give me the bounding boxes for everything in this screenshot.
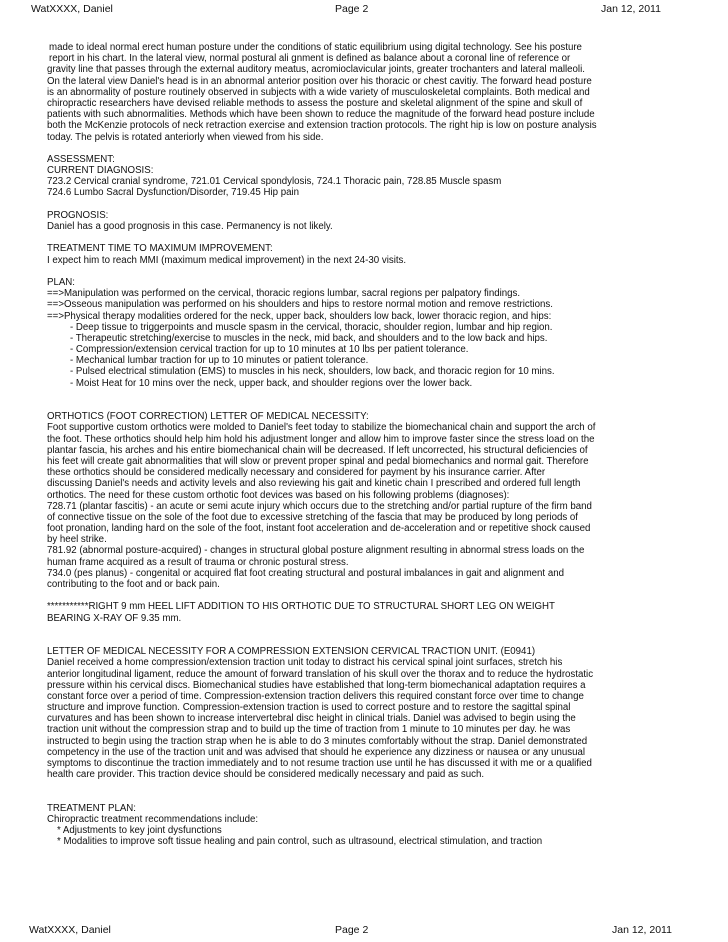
text-line: 734.0 (pes planus) - congenital or acquired flat foot creating structural and postural imbalances in gait and alignment and — [47, 567, 564, 579]
footer-patient-name: WatXXXX, Daniel — [29, 924, 111, 936]
text-line: today. The pelvis is rotated anteriorly when viewed from his side. — [47, 131, 324, 143]
text-line: report in his chart. In the lateral view, normal postural ali gnment is defined as balance about a coronal line of reference or — [49, 53, 571, 65]
text-line: both the McKenzie protocols of neck retraction exercise and extension traction protocols. The right hip is low on posture analysis — [47, 120, 597, 132]
treatment-plan-section — [47, 803, 687, 848]
footer-page-number: Page 2 — [335, 924, 369, 936]
document-body — [47, 42, 687, 848]
plan-heading: PLAN: — [47, 276, 75, 288]
text-line: competency in the use of the traction unit and was advised that should he experience any dizziness or nausea or any unusual — [47, 746, 585, 758]
text-line: instructed to begin using the traction strap when he is able to do 3 minutes comfortably without the strap. Daniel demonstrated — [47, 735, 588, 747]
assessment-section — [47, 154, 687, 199]
heel-lift-note: BEARING X-RAY OF 9.35 mm. — [47, 612, 182, 624]
plan-line: ==>Manipulation was performed on the cervical, thoracic regions lumbar, sacral regions per palpatory findings. — [47, 288, 521, 300]
text-line: by heel strike. — [47, 534, 107, 546]
plan-bullet: - Pulsed electrical stimulation (EMS) to muscles in his neck, shoulders, low back, and thoracic region for 10 mins. — [70, 366, 555, 378]
posture-paragraph — [47, 42, 687, 143]
prognosis-section — [47, 210, 687, 232]
text-line: patients with such abnormalities. Methods which have been shown to reduce the magnitude of the forward head posture include — [47, 109, 595, 121]
mmi-section — [47, 243, 687, 265]
page-header — [0, 3, 728, 17]
text-line: traction unit without the compression strap and to build up the time of traction from 1 minute to 10 minutes per day. he was — [47, 724, 571, 736]
mmi-heading: TREATMENT TIME TO MAXIMUM IMPROVEMENT: — [47, 243, 273, 255]
plan-bullet: - Compression/extension cervical traction for up to 10 minutes at 10 lbs per patient tolerance. — [70, 344, 469, 356]
footer-date: Jan 12, 2011 — [612, 924, 672, 936]
text-line: human frame acquired as a result of trauma or chronic postural stress. — [47, 556, 349, 568]
text-line: Daniel received a home compression/extension traction unit today to distract his cervical spinal joint surfaces, stretch his — [47, 657, 563, 669]
plan-bullet: - Deep tissue to triggerpoints and muscle spasm in the cervical, thoracic, shoulder region, lumbar and hip region. — [70, 321, 553, 333]
text-line: structure and improve function. Compression-extension traction is used to correct posture and to restore the sagittal spinal — [47, 702, 571, 714]
text-line: his feet will create gait abnormalities that will slow or prevent proper spinal and pedal biomechanics and normal gait. Therefore — [47, 455, 589, 467]
plan-line: ==>Osseous manipulation was performed on his shoulders and hips to restore normal motion and remove restrictions. — [47, 299, 553, 311]
text-line: curvatures and has been shown to increase intervertebral disc height in clinical trials. Daniel was advised to begin using the — [47, 713, 576, 725]
text-line: these orthotics should be considered medically necessary and considered for payment by his insurance carrier. After — [47, 467, 546, 479]
prognosis-text: Daniel has a good prognosis in this case. Permanency is not likely. — [47, 221, 333, 232]
plan-line: ==>Physical therapy modalities ordered for the neck, upper back, shoulders low back, lower thoracic region, and hips: — [47, 310, 552, 322]
text-line: is an abnormality of posture routinely observed in subjects with a wide variety of musculoskeletal complaints. Both medical and — [47, 86, 590, 98]
header-patient-name: WatXXXX, Daniel — [31, 3, 113, 15]
traction-section — [47, 646, 687, 780]
text-line: discussing Daniel's needs and activity levels and also reviewing his gait and kinetic chain I prescribed and ordered full length — [47, 478, 581, 490]
plan-section — [47, 277, 687, 389]
text-line: contributing to the foot and or back pain. — [47, 579, 220, 591]
orthotics-section — [47, 411, 687, 624]
heel-lift-note: ***********RIGHT 9 mm HEEL LIFT ADDITION TO HIS ORTHOTIC DUE TO STRUCTURAL SHORT LEG ON WEIGHT — [47, 601, 555, 613]
text-line: gravity line that passes through the external auditory meatus, acromioclavicular joints, greater trochanters and lateral malleoli. — [47, 64, 585, 76]
text-line: constant force over a period of time. Compression-extension traction delivers this required constant force over time to change — [47, 690, 584, 702]
text-line: On the lateral view Daniel's head is in an abnormal anterior position over his thoracic or chest cavitiy. The forward head posture — [47, 75, 592, 87]
treatment-plan-item: * Adjustments to key joint dysfunctions — [57, 825, 222, 837]
text-line: symptoms to discontinue the traction immediately and to not resume traction use until he has discussed it with me or a qualified — [47, 758, 592, 770]
treatment-plan-heading: TREATMENT PLAN: — [47, 802, 136, 814]
text-line: health care provider. This traction device should be considered medically necessary and paid as such. — [47, 769, 485, 781]
text-line: 728.71 (plantar fascitis) - an acute or semi acute injury which occurs due to the stretching and/or partial rupture of the firm band — [47, 500, 592, 512]
mmi-text: I expect him to reach MMI (maximum medical improvement) in the next 24-30 visits. — [47, 254, 407, 266]
current-diagnosis-heading: CURRENT DIAGNOSIS: — [47, 165, 154, 177]
text-line: plantar fascia, his arches and his entire biomechanical chain will be decreased. If left uncorrected, his structural deficiencies of — [47, 444, 588, 456]
orthotics-heading: ORTHOTICS (FOOT CORRECTION) LETTER OF MEDICAL NECESSITY: — [47, 411, 369, 423]
text-line: pressure within his cervical discs. Biomechanical studies have established that long-term biomechanical adaptation requires a — [47, 679, 586, 691]
text-line: the foot. These orthotics should help him hold his adjustment longer and allow him to improve faster since the stress load on the — [47, 433, 595, 445]
plan-bullet: - Moist Heat for 10 mins over the neck, upper back, and shoulder regions over the lower back. — [70, 377, 473, 389]
header-page-number: Page 2 — [335, 3, 369, 15]
diagnosis-line: 724.6 Lumbo Sacral Dysfunction/Disorder, 719.45 Hip pain — [47, 187, 300, 199]
plan-bullet: - Therapeutic stretching/exercise to muscles in the neck, mid back, and shoulders and to the low back and hips. — [70, 332, 548, 344]
page-footer — [0, 924, 728, 938]
text-line: orthotics. The need for these custom orthotic foot devices was based on his following problems (diagnoses): — [47, 489, 510, 501]
assessment-heading: ASSESSMENT: — [47, 153, 115, 165]
treatment-plan-intro: Chiropractic treatment recommendations include: — [47, 813, 259, 825]
text-line: Foot supportive custom orthotics were molded to Daniel's feet today to stabilize the biomechanical chain and support the arch of — [47, 422, 596, 434]
prognosis-heading: PROGNOSIS: — [47, 209, 109, 221]
diagnosis-line: 723.2 Cervical cranial syndrome, 721.01 Cervical spondylosis, 724.1 Thoracic pain, 728.85 Muscle spasm — [47, 176, 502, 188]
text-line: of connective tissue on the sole of the foot due to excessive stretching of the fascia that may be produced by long periods of — [47, 511, 578, 523]
text-line: 781.92 (abnormal posture-acquired) - changes in structural global posture alignment resulting in abnormal stress loads on the — [47, 545, 585, 557]
header-date: Jan 12, 2011 — [601, 3, 661, 15]
treatment-plan-item: * Modalities to improve soft tissue healing and pain control, such as ultrasound, electrical stimulation, and traction — [57, 836, 543, 848]
text-line: chiropractic researchers have devised reliable methods to assess the posture and skeletal alignment of the spine and skull of — [47, 97, 583, 109]
plan-bullet: - Mechanical lumbar traction for up to 10 minutes or patient tolerance. — [70, 355, 369, 367]
text-line: foot pronation, landing hard on the sole of the foot, instant foot acceleration and de-acceleration and or repetitive shock caused — [47, 523, 591, 535]
traction-heading: LETTER OF MEDICAL NECESSITY FOR A COMPRESSION EXTENSION CERVICAL TRACTION UNIT. (E0941) — [47, 646, 536, 658]
text-line: anterior longitudinal ligament, reduce the amount of forward translation of his skull over the thorax and to reduce the hydrostatic — [47, 668, 594, 680]
text-line: made to ideal normal erect human posture under the conditions of static equilibrium using digital technology. See his posture — [49, 42, 582, 53]
